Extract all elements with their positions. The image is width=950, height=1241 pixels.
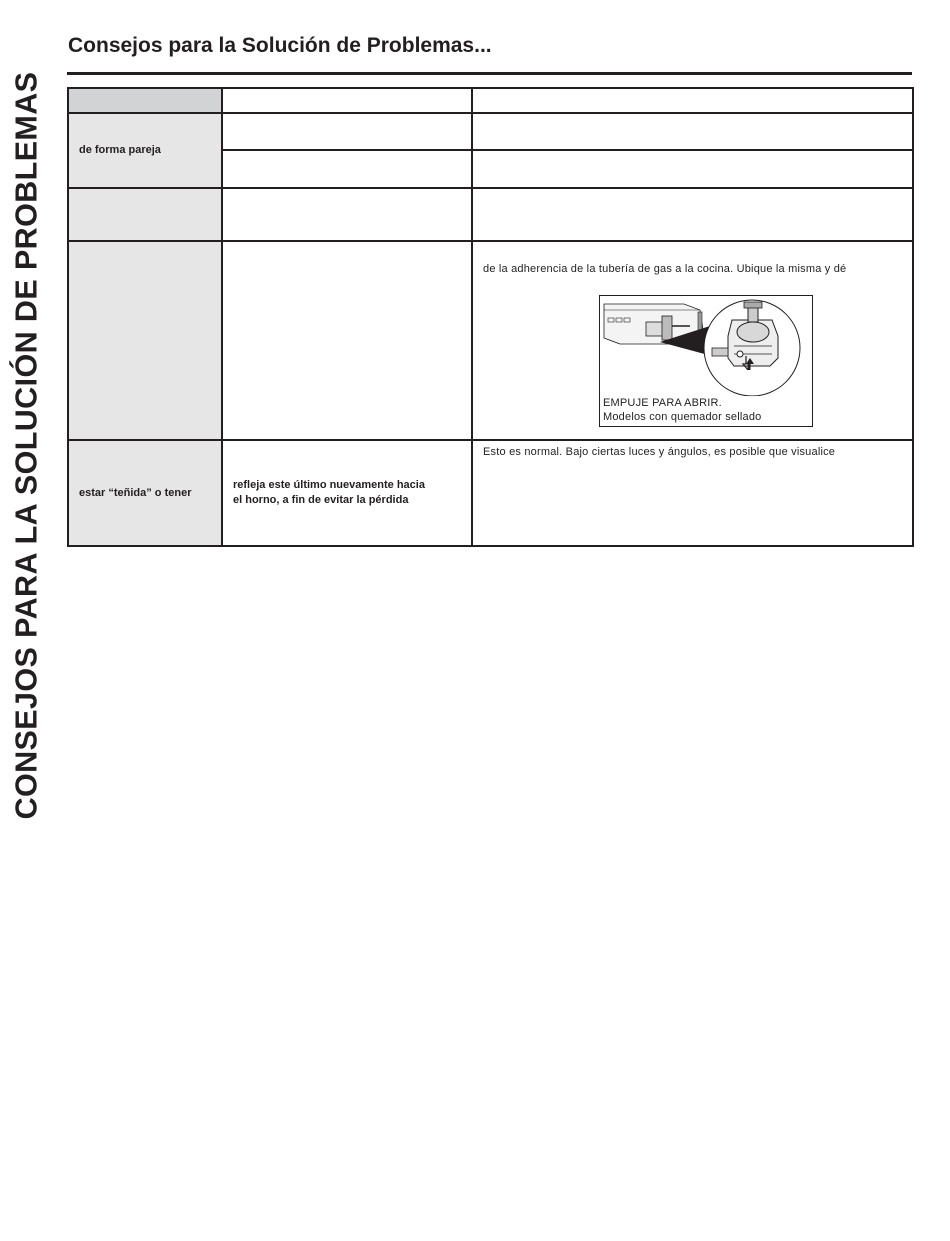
header-problem-cell bbox=[68, 88, 222, 113]
problem-cell: de forma pareja bbox=[68, 113, 222, 188]
table-row bbox=[68, 440, 913, 546]
troubleshooting-table bbox=[67, 87, 914, 547]
title-divider bbox=[67, 72, 912, 75]
action-cell bbox=[472, 188, 913, 241]
cause-cell bbox=[222, 113, 472, 150]
side-section-title bbox=[6, 36, 48, 854]
action-cell-with-figure bbox=[472, 241, 913, 440]
action-cell bbox=[472, 150, 913, 188]
side-section-title-text: CONSEJOS PARA LA SOLUCIÓN DE PROBLEMAS bbox=[9, 71, 44, 819]
cause-cell bbox=[222, 440, 472, 546]
problem-cell bbox=[68, 188, 222, 241]
figure-caption-line1: EMPUJE PARA ABRIR. bbox=[603, 397, 722, 409]
action-cell bbox=[472, 113, 913, 150]
header-action-cell bbox=[472, 88, 913, 113]
problem-cell: estar “teñida” o tener bbox=[68, 440, 222, 546]
troubleshooting-table-wrapper bbox=[67, 87, 912, 541]
figure-caption bbox=[603, 396, 761, 424]
action-cell: Esto es normal. Bajo ciertas luces y ángulos, es posible que visualice bbox=[472, 440, 913, 546]
table-row bbox=[68, 188, 913, 241]
table-row bbox=[68, 241, 913, 440]
figure-caption-line2: Modelos con quemador sellado bbox=[603, 411, 762, 423]
cause-line-2: el horno, a fin de evitar la pérdida bbox=[233, 494, 409, 506]
header-cause-cell bbox=[222, 88, 472, 113]
table-row bbox=[68, 113, 913, 150]
page-title: Consejos para la Solución de Problemas... bbox=[68, 34, 492, 57]
cause-cell bbox=[222, 241, 472, 440]
cause-line-1: refleja este último nuevamente hacia bbox=[233, 479, 425, 491]
action-text: de la adherencia de la tubería de gas a la cocina. Ubique la misma y dé bbox=[483, 263, 847, 275]
gas-valve-figure bbox=[599, 295, 813, 427]
cause-cell bbox=[222, 188, 472, 241]
table-header-row bbox=[68, 88, 913, 113]
cause-cell bbox=[222, 150, 472, 188]
problem-cell bbox=[68, 241, 222, 440]
